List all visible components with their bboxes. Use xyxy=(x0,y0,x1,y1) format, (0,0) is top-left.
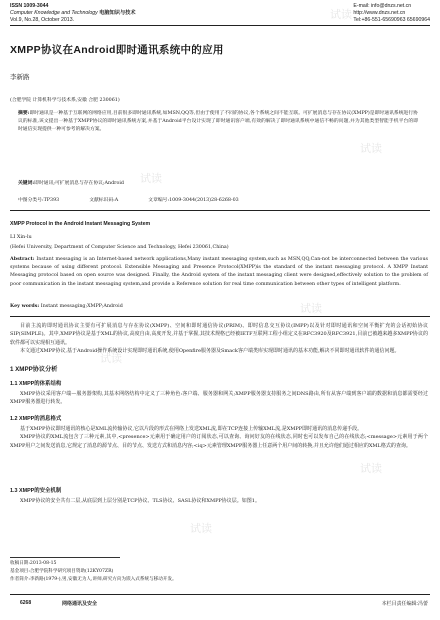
issn: ISSN 1009-3044 xyxy=(10,3,49,9)
subsection-heading: 1.2 XMPP的消息格式 xyxy=(10,416,62,422)
watermark: 试读 xyxy=(140,173,162,185)
keywords xyxy=(18,180,418,188)
intro-paragraph: 目前主流的即时通讯协议主要有可扩展消息与存在协议(XMPP)、空间和即时通信协议(PRIM)、即时信息交互协议(IMPP)以及针对即时通讯和空间平衡扩充的会话初始协议SIP(SIMPLE)。其中,XMPP协议是基于XML的协议,高度自由,高度开发,并基于掌握,其技术规格已经被IETF互联网工程小组定义在RFC3920及RFC3921,目前已被越来越多XMPP协议的软件都可以实现相互通讯。 xyxy=(10,323,428,346)
received-date: 收稿日期:2013-08-15 xyxy=(10,561,57,566)
column-name: 网络通讯及安全 xyxy=(62,601,98,607)
english-abstract-text: Instant messaging is an Internet-based network applications,Many instant messaging system,such as MSN,QQ,Can-not be interconnected between the various systems because of using different protocol. Extensible Messaging and Presence Protocol(XMPP)is the standard of the instant messaging protocol. A XMPP Instant Messaging protocol based on open source was designed. Finally, the Android system of the instant messaging client were designed,effectively solution to the problem of poor communication in the instant messaging system,and provide a Reference solution for real time communication between other types of intelligent platform. xyxy=(10,257,429,287)
footer-rule xyxy=(10,594,430,595)
english-keywords xyxy=(10,303,123,309)
english-title: XMPP Protocol in the Android Instant Messaging System xyxy=(10,221,151,227)
watermark: 试读 xyxy=(360,463,382,475)
author-name: 李新路 xyxy=(10,73,30,81)
page-number: 6268 xyxy=(20,600,32,606)
journal-name-cn: 电脑知识与技术 xyxy=(99,10,136,16)
author-bio: 作者简介:李新路(1979-),男,安徽无为人,讲师,研究方向为嵌入式系统与移动开发。 xyxy=(10,577,177,582)
watermark: 试读 xyxy=(360,143,382,155)
intro-paragraph: 本文通过XMPP协议,基于Android操作系统设计实现即时通讯系统,使用Openfire服务器及Smack客户端类库实现即时通讯的基本功能,解决不同即时通讯软件的通信问题。 xyxy=(20,347,400,354)
subsection-heading: 1.1 XMPP的体系结构 xyxy=(10,381,62,387)
email: E-mail: info@dnzs.net.cn xyxy=(353,3,412,9)
watermark: 试读 xyxy=(300,303,322,315)
fund-project: 基金项目:合肥学院科学研究项目资助(12KY07ZR) xyxy=(10,569,114,574)
abstract-text: 即时通讯是一种基于互联网的网络应用,目前很多即时通讯系统,如MSN,QQ等,但由于使用了不同的协议,各个系统之间不能互联。可扩展消息与存在协议(XMPP)是即时通讯系统进行协议的标准,该文提出一种基于XMPP协议的即时通讯系统方案,并基于Android平台设计实现了即时通讯客户端,有效的解决了即时通讯系统中通信不畅的问题,并为其他类型智能手机平台的即时通信实现提供一种可参考的解决方案。 xyxy=(18,111,418,132)
architecture-section xyxy=(10,390,428,407)
security-section xyxy=(10,497,428,505)
keywords-label: 关键词: xyxy=(18,180,35,186)
volume-info: Vol.9, No.28, October 2013. xyxy=(10,17,75,23)
article-metadata xyxy=(18,196,418,203)
section-rule xyxy=(10,316,430,317)
english-author: LI Xin-lu xyxy=(10,234,32,240)
body-paragraph: 基于XMPP协议即时通讯的核心是XML流传输协议,它以片段的形式在网络上发送XML流,即在TCP连接上传输XML流,是XMPP即时通讯的消息传递手段。 xyxy=(20,426,363,432)
english-keywords-label: Key words: xyxy=(10,303,40,309)
english-affiliation: (Hefei University, Department of Computer Science and Technology, Hefei 230061,China) xyxy=(10,245,229,250)
section-rule xyxy=(10,210,430,211)
english-keywords-text: Instant messaging;XMPP;Android xyxy=(40,304,123,309)
journal-header xyxy=(0,0,440,24)
body-paragraph: XMPP协议的安全共有二层,从底层到上层分别是TCP协议、TLS协议、SASL协议和XMPP协议层。如图1。 xyxy=(20,498,260,504)
section-heading: 1 XMPP协议分析 xyxy=(10,366,58,373)
journal-name-en: Computer Knowledge and Technology xyxy=(10,10,98,16)
abstract-label: 摘要: xyxy=(18,110,30,116)
watermark: 试读 xyxy=(190,523,212,535)
watermark: 试读 xyxy=(330,9,352,21)
keywords-text: 即时通讯;可扩展消息与存在协议;Android xyxy=(34,181,124,186)
article-title: XMPP协议在Android即时通讯系统中的应用 xyxy=(10,44,224,56)
article-id: 文章编号:1009-3044(2013)28-6268-03 xyxy=(148,198,239,203)
abstract xyxy=(18,110,418,133)
header-rule xyxy=(10,25,430,26)
footnote-rule xyxy=(10,557,120,558)
body-paragraph: XMPP协议的XML流包含了三种元素,其中,<presence>元素用于确定用户的订阅状态,可以查询、询问好友的在线状态,同时也可以发布自己的在线状态;<message>元素用于两个XMPP用户之间发送消息,它规定了消息的源节点、目的节点、发送方式和消息内容;<iq>元素管理XMPP服务器上任意两个用户间的转换,并且允许他们通过相应的XML格式的查询。 xyxy=(10,434,428,449)
subsection-heading: 1.3 XMPP的安全机制 xyxy=(10,488,62,494)
website-url: http://www.dnzs.net.cn xyxy=(353,10,406,16)
column-editor: 本栏目责任编辑:冯蕾 xyxy=(381,601,428,607)
clc-number: 中图分类号:TP393 xyxy=(18,198,60,203)
english-abstract-label: Abstract: xyxy=(10,256,35,262)
body-paragraph: XMPP协议采用客户端—服务器架构,其基本网络结构中定义了三种角色:客户端、服务器和网关;XMPP服务器支持服务之间DNS路由,所有从客户端到客户端的数据和消息都需要经过XMPP服务器进行转发。 xyxy=(10,391,428,406)
author-affiliation: (合肥学院 计算机科学与技术系,安徽 合肥 230061) xyxy=(10,98,120,103)
page-footer xyxy=(0,596,440,612)
document-code: 文献标识码:A xyxy=(89,198,119,203)
english-abstract xyxy=(10,255,428,289)
intro-section xyxy=(10,322,428,355)
message-format-section xyxy=(10,425,428,450)
watermark: 试读 xyxy=(100,353,122,365)
telephone: Tel:+86-551-65690963 65690964 xyxy=(353,17,430,23)
